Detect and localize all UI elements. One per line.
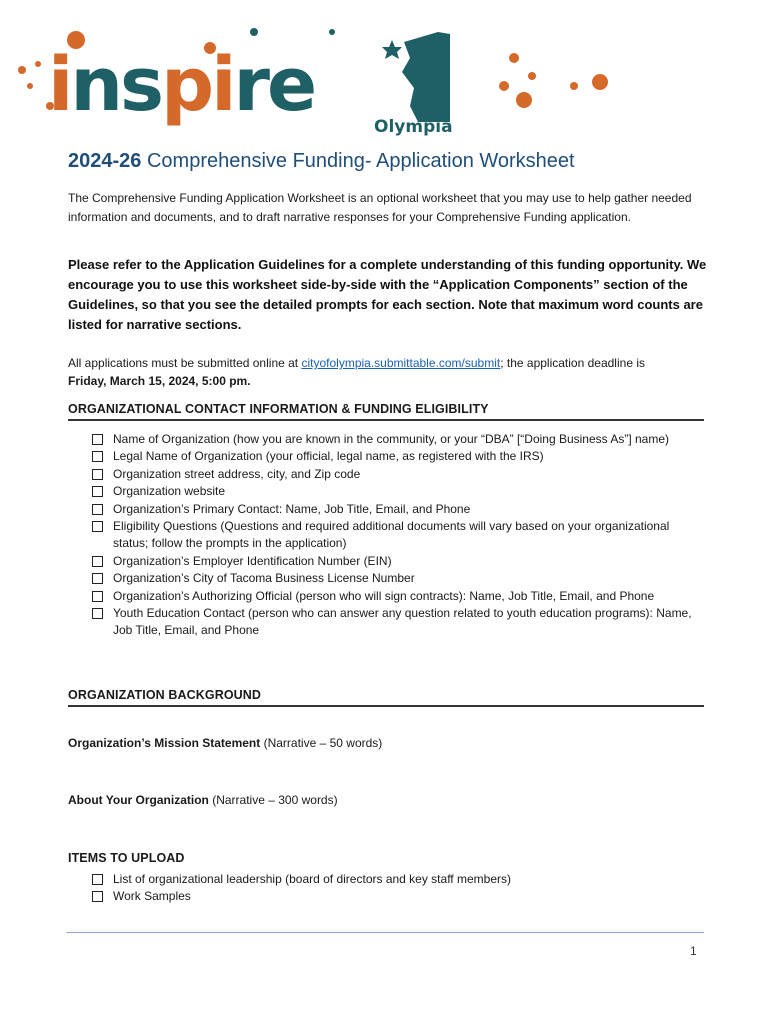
checklist-item (92, 501, 702, 518)
title-year: 2024-26 (68, 150, 142, 172)
checklist-item-text: Name of Organization (how you are known in the community, or your “DBA” [“Doing Business As”] name) (113, 432, 670, 446)
checklist-item (92, 588, 702, 605)
mission-note: (Narrative – 50 words) (260, 736, 383, 750)
checklist-item-text: Organization’s City of Tacoma Business License Number (113, 571, 415, 586)
checkbox[interactable] (92, 591, 103, 602)
checklist-item (92, 483, 702, 500)
checkbox[interactable] (92, 434, 103, 445)
page-title (68, 150, 708, 173)
checklist-item-text: Organization website (113, 484, 226, 499)
checkbox[interactable] (92, 573, 103, 584)
checklist-item-text: Organization street address, city, and Zip code (113, 466, 361, 481)
checklist-item-text: Work Samples (113, 889, 191, 904)
checklist-item (92, 888, 702, 905)
checkbox[interactable] (92, 608, 103, 619)
checklist-item (92, 518, 702, 553)
checklist-item-text: Organization’s Employer Identification Number (EIN) (113, 553, 392, 568)
deadline-text: Friday, March 15, 2024, 5:00 pm. (68, 374, 251, 388)
title-text: Comprehensive Funding- Application Worksheet (146, 150, 575, 172)
checklist-item-text: Organization’s Primary Contact: Name, Job Title, Email, and Phone (113, 501, 471, 516)
contact-checklist (92, 431, 702, 640)
section-heading-uploads: ITEMS TO UPLOAD (68, 851, 185, 865)
checklist-item (92, 466, 702, 483)
about-label: About Your Organization (68, 793, 209, 807)
intro-paragraph: The Comprehensive Funding Application Worksheet is an optional worksheet that you may use to help gather needed information and documents, and to draft narrative responses for your Comprehensive Funding application. (68, 191, 692, 224)
checklist-item-text: Eligibility Questions (Questions and required additional documents will vary based on your organizational status; follow the prompts in the application) (113, 519, 670, 551)
submittable-link[interactable]: cityofolympia.submittable.com/submit (301, 356, 501, 370)
page-number: 1 (690, 944, 697, 958)
checklist-item (92, 431, 702, 448)
section-heading-contact: ORGANIZATIONAL CONTACT INFORMATION & FUNDING ELIGIBILITY (68, 402, 704, 421)
checklist-item-text: Youth Education Contact (person who can answer any question related to youth education programs): Name, Job Title, Email, and Phone (113, 606, 692, 638)
section-heading-background: ORGANIZATION BACKGROUND (68, 688, 704, 707)
footer-divider (66, 932, 704, 933)
checkbox[interactable] (92, 556, 103, 567)
submit-suffix: ; the application deadline is (500, 356, 645, 370)
mission-statement-field (68, 736, 708, 750)
about-note: (Narrative – 300 words) (208, 793, 338, 807)
guidelines-notice: Please refer to the Application Guidelines for a complete understanding of this funding opportunity. We encourage you to use this worksheet side-by-side with the “Application Components” section of the Guidelines, so that you see the detailed prompts for each section. Note that maximum word counts are listed for narrative sections. (68, 257, 707, 332)
submission-note (68, 354, 708, 390)
checkbox[interactable] (92, 451, 103, 462)
checklist-item (92, 448, 702, 465)
uploads-checklist (92, 871, 702, 906)
checkbox[interactable] (92, 891, 103, 902)
logo-city-text: Olympia (374, 117, 453, 137)
checkbox[interactable] (92, 469, 103, 480)
submit-prefix: All applications must be submitted online at (68, 356, 302, 370)
inspire-olympia-logo (14, 28, 614, 138)
checklist-item (92, 553, 702, 570)
about-organization-field (68, 793, 708, 807)
checklist-item (92, 605, 702, 640)
checklist-item (92, 871, 702, 888)
checkbox[interactable] (92, 874, 103, 885)
checkbox[interactable] (92, 521, 103, 532)
checkbox[interactable] (92, 504, 103, 515)
checklist-item-text: List of organizational leadership (board of directors and key staff members) (113, 872, 511, 886)
checkbox[interactable] (92, 486, 103, 497)
checklist-item-text: Organization’s Authorizing Official (person who will sign contracts): Name, Job Title, Email, and Phone (113, 588, 655, 603)
checklist-item (92, 570, 702, 587)
mission-label: Organization’s Mission Statement (68, 736, 261, 750)
svg-text:inspire: inspire (48, 42, 315, 128)
checklist-item-text: Legal Name of Organization (your official, legal name, as registered with the IRS) (113, 449, 544, 464)
